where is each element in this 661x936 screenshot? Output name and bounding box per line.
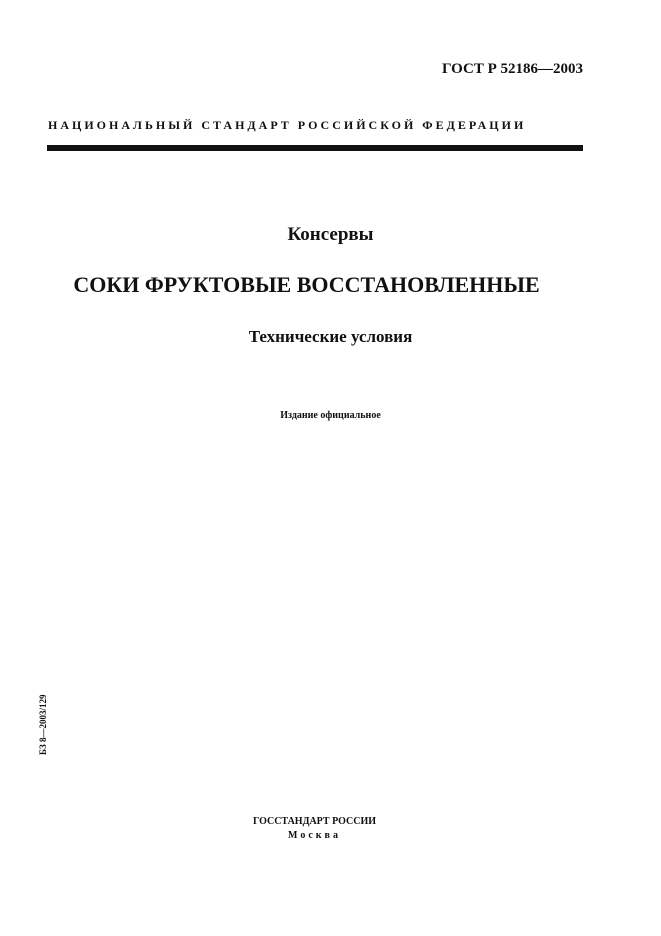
header-rule (47, 145, 583, 151)
gost-number: ГОСТ Р 52186—2003 (441, 61, 583, 77)
document-title: СОКИ ФРУКТОВЫЕ ВОССТАНОВЛЕННЫЕ (73, 272, 540, 297)
publisher: ГОССТАНДАРТ РОССИИ (252, 816, 377, 827)
side-code: БЗ 8—2003/129 (38, 694, 48, 755)
edition-note: Издание официальное (280, 410, 381, 421)
standard-heading: НАЦИОНАЛЬНЫЙ СТАНДАРТ РОССИЙСКОЙ ФЕДЕРАЦИИ (48, 118, 527, 132)
document-subtitle: Технические условия (248, 327, 413, 346)
document-category: Консервы (287, 224, 374, 245)
publication-city: Москва (288, 830, 341, 841)
